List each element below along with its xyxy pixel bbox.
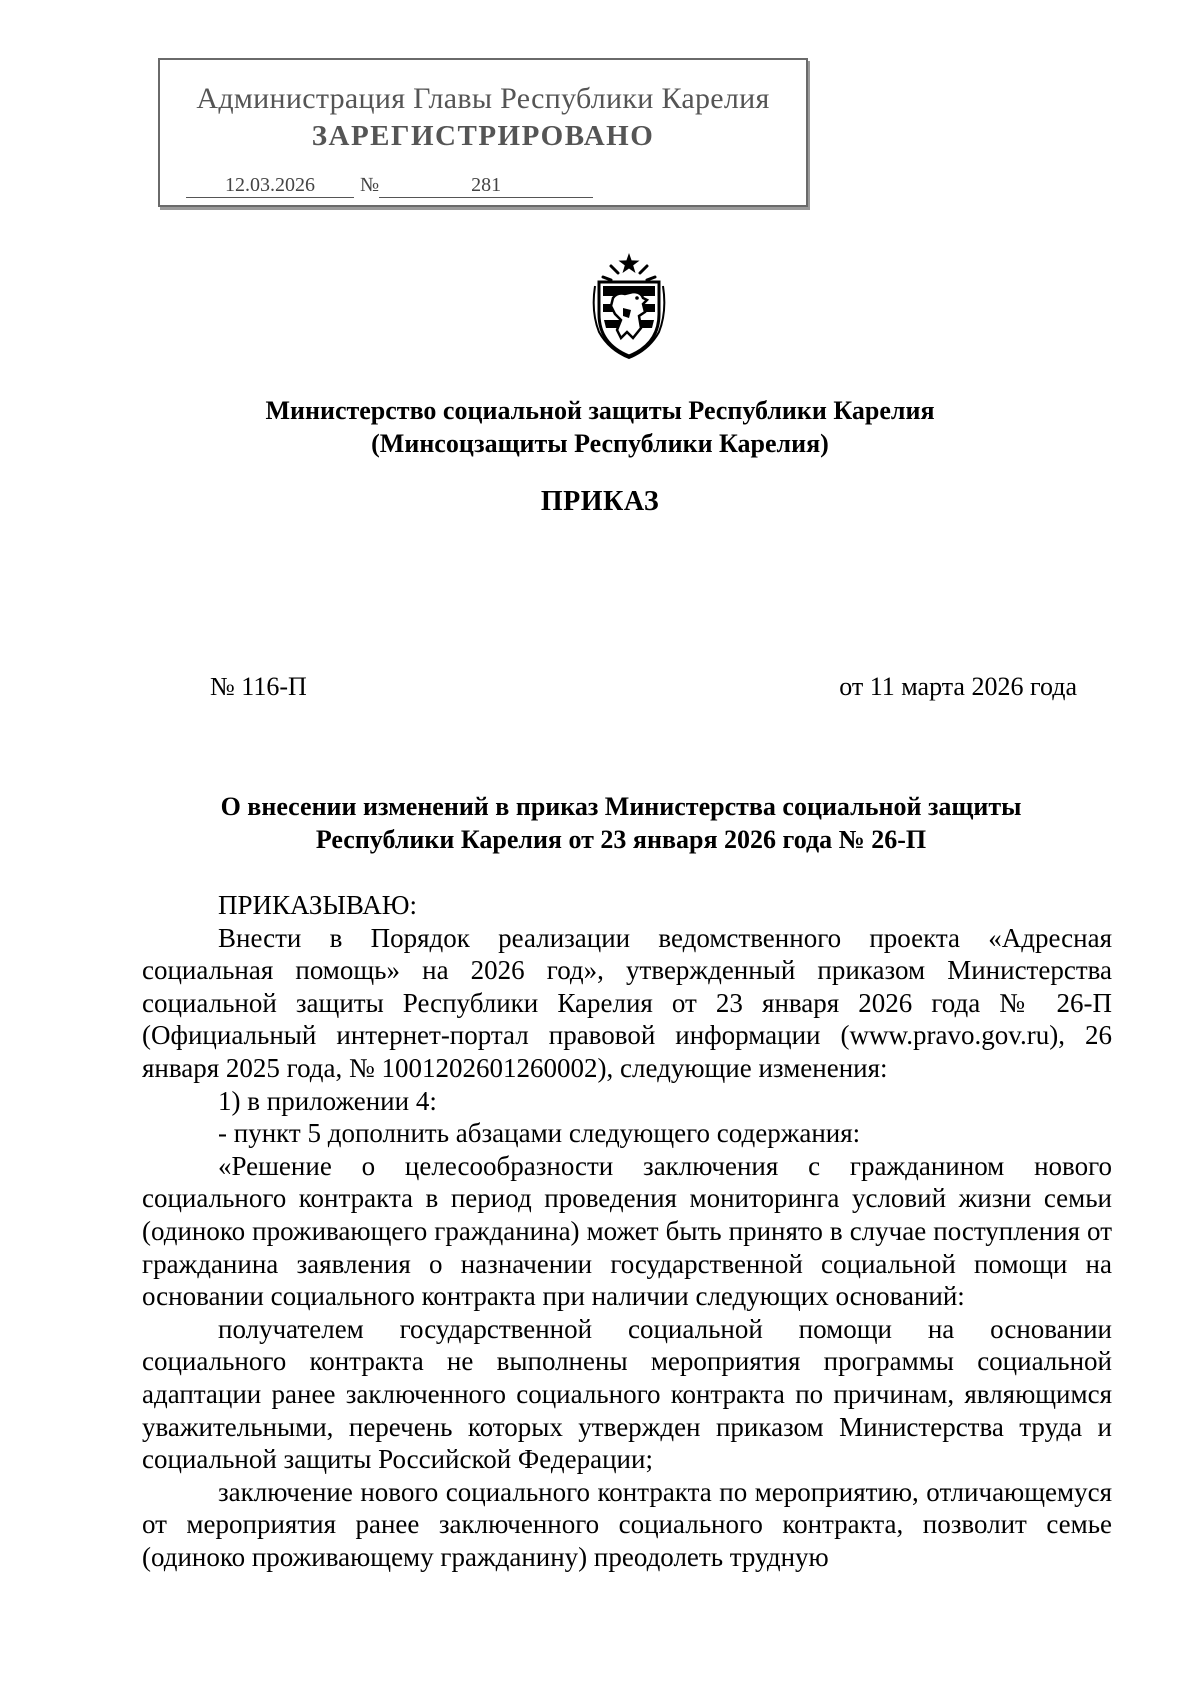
order-date: от 11 марта 2026 года [839,672,1077,701]
stamp-registration-line [186,174,593,198]
body-paragraph: заключение нового социального контракта по мероприятию, отличающемуся от мероприятия ранее заключенного социального контракта, позволит семье (одиноко проживающему гражданину) преодолеть трудную [142,1476,1112,1572]
order-subject-line: Республики Карелия от 23 января 2026 года № 26-П [315,825,927,854]
stamp-authority: Администрация Главы Республики Карелия [196,82,770,115]
body-paragraph: получателем государственной социальной помощи на основании социального контракта не выполнены мероприятия программы социальной адаптации ранее заключенного социального контракта по причинам, являющимся уважительными, перечень которых утвержден приказом Министерства труда и социальной защиты Российской Федерации; [142,1313,1112,1475]
stamp-registration-number: 281 [379,174,593,198]
ministry-full-name: Министерство социальной защиты Республики Карелия [265,396,935,425]
registration-stamp [158,58,808,207]
stamp-status: ЗАРЕГИСТРИРОВАНО [311,120,655,152]
ministry-name [0,394,1200,460]
karelia-coat-of-arms-icon [585,252,673,360]
stamp-registration-date: 12.03.2026 [186,174,354,198]
ministry-short-name: (Минсоцзащиты Республики Карелия) [371,429,829,458]
body-paragraph: Внести в Порядок реализации ведомственного проекта «Адресная социальная помощь» на 2026 год», утвержденный приказом Министерства социальной защиты Республики Карелия от 23 января 2026 года № 26-П (Официальный интернет-портал правовой информации (www.pravo.gov.ru), 26 января 2025 года, № 1001202601260002), следующие изменения: [142,922,1112,1083]
document-title: ПРИКАЗ [540,486,660,517]
order-number: № 116-П [210,672,307,701]
directive-heading: ПРИКАЗЫВАЮ: [218,890,417,920]
body-paragraph: - пункт 5 дополнить абзацами следующего содержания: [218,1118,861,1149]
stamp-number-label: № [360,174,380,196]
body-paragraph: 1) в приложении 4: [218,1085,437,1116]
order-subject [140,790,1102,856]
order-subject-line: О внесении изменений в приказ Министерства социальной защиты [220,792,1022,821]
body-paragraph: «Решение о целесообразности заключения с гражданином нового социального контракта в период проведения мониторинга условий жизни семьи (одиноко проживающего гражданина) может быть принято в случае поступления от гражданина заявления о назначении государственной социальной помощи на основании социального контракта при наличии следующих оснований: [142,1150,1112,1312]
order-body [142,889,1112,1573]
